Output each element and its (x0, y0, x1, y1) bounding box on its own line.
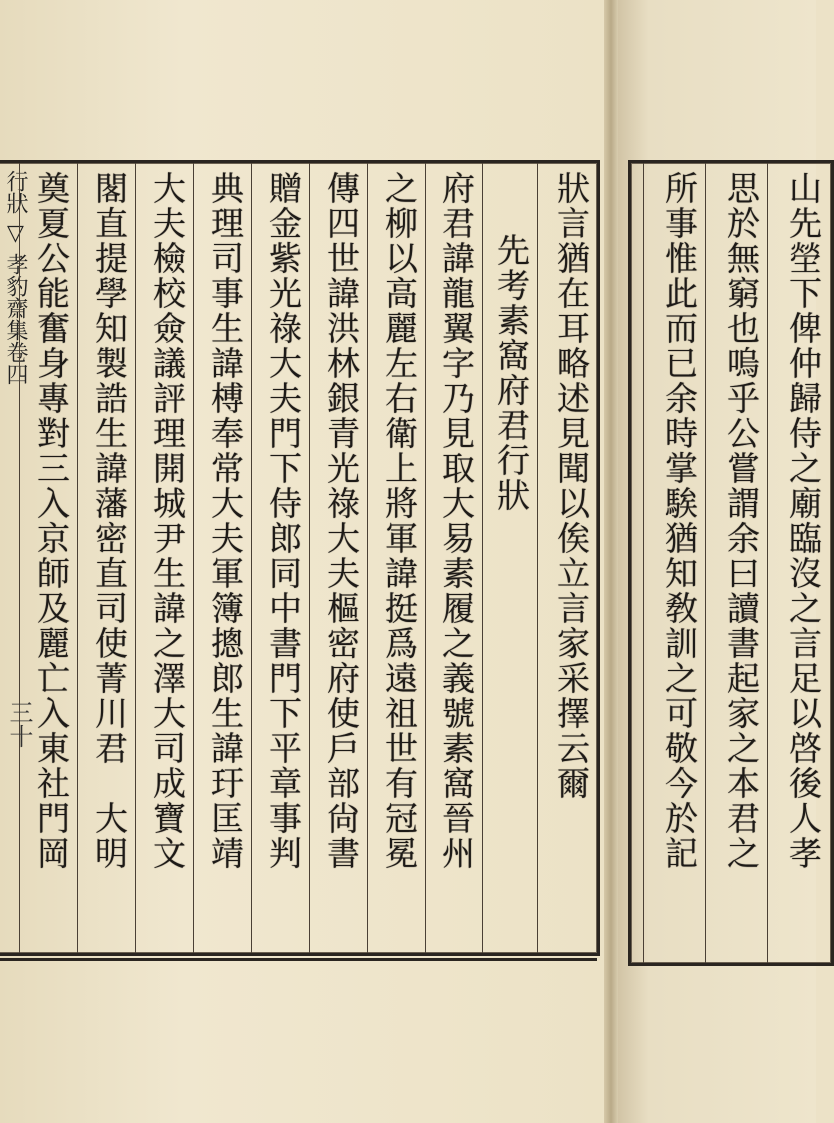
text-column: 狀言猶在耳略述見聞以俟立言家采擇云爾 (537, 163, 597, 953)
right-text-frame (628, 160, 834, 966)
text-column: 贈金紫光祿大夫門下侍郎同中書門下平章事判 (251, 163, 309, 953)
left-text-frame (0, 160, 600, 956)
text-column: 之柳以高麗左右衛上將軍諱挺爲遠祖世有冠冕 (367, 163, 425, 953)
margin-title: 行狀 ▽ 孝豹齋集卷四 (3, 170, 28, 385)
page-number: 三十 (5, 700, 33, 748)
section-title: 先考素窩府君行狀 (482, 163, 537, 953)
text-column: 思於無窮也嗚乎公嘗謂余曰讀書起家之本君之 (705, 163, 767, 963)
text-column: 奠夏公能奮身專對三入京師及麗亡入東社門岡 (19, 163, 77, 953)
text-column: 典理司事生諱榑奉常大夫軍簿摠郎生諱玗匡靖 (193, 163, 251, 953)
book-gutter (604, 0, 618, 1123)
text-column: 所事惟此而已余時掌騃猶知敎訓之可敬今於記 (643, 163, 705, 963)
text-column: 傳四世諱洪林銀青光祿大夫樞密府使戶部尙書 (309, 163, 367, 953)
text-column: 府君諱龍翼字乃見取大易素履之義號素窩晉州 (425, 163, 482, 953)
bottom-rule (0, 958, 597, 961)
text-column: 閣直提學知製誥生諱藩密直司使菁川君 大明 (77, 163, 135, 953)
text-column: 大夫檢校僉議評理開城尹生諱之澤大司成寶文 (135, 163, 193, 953)
text-column: 山先塋下俾仲歸侍之廟臨沒之言足以啓後人孝 (767, 163, 829, 963)
